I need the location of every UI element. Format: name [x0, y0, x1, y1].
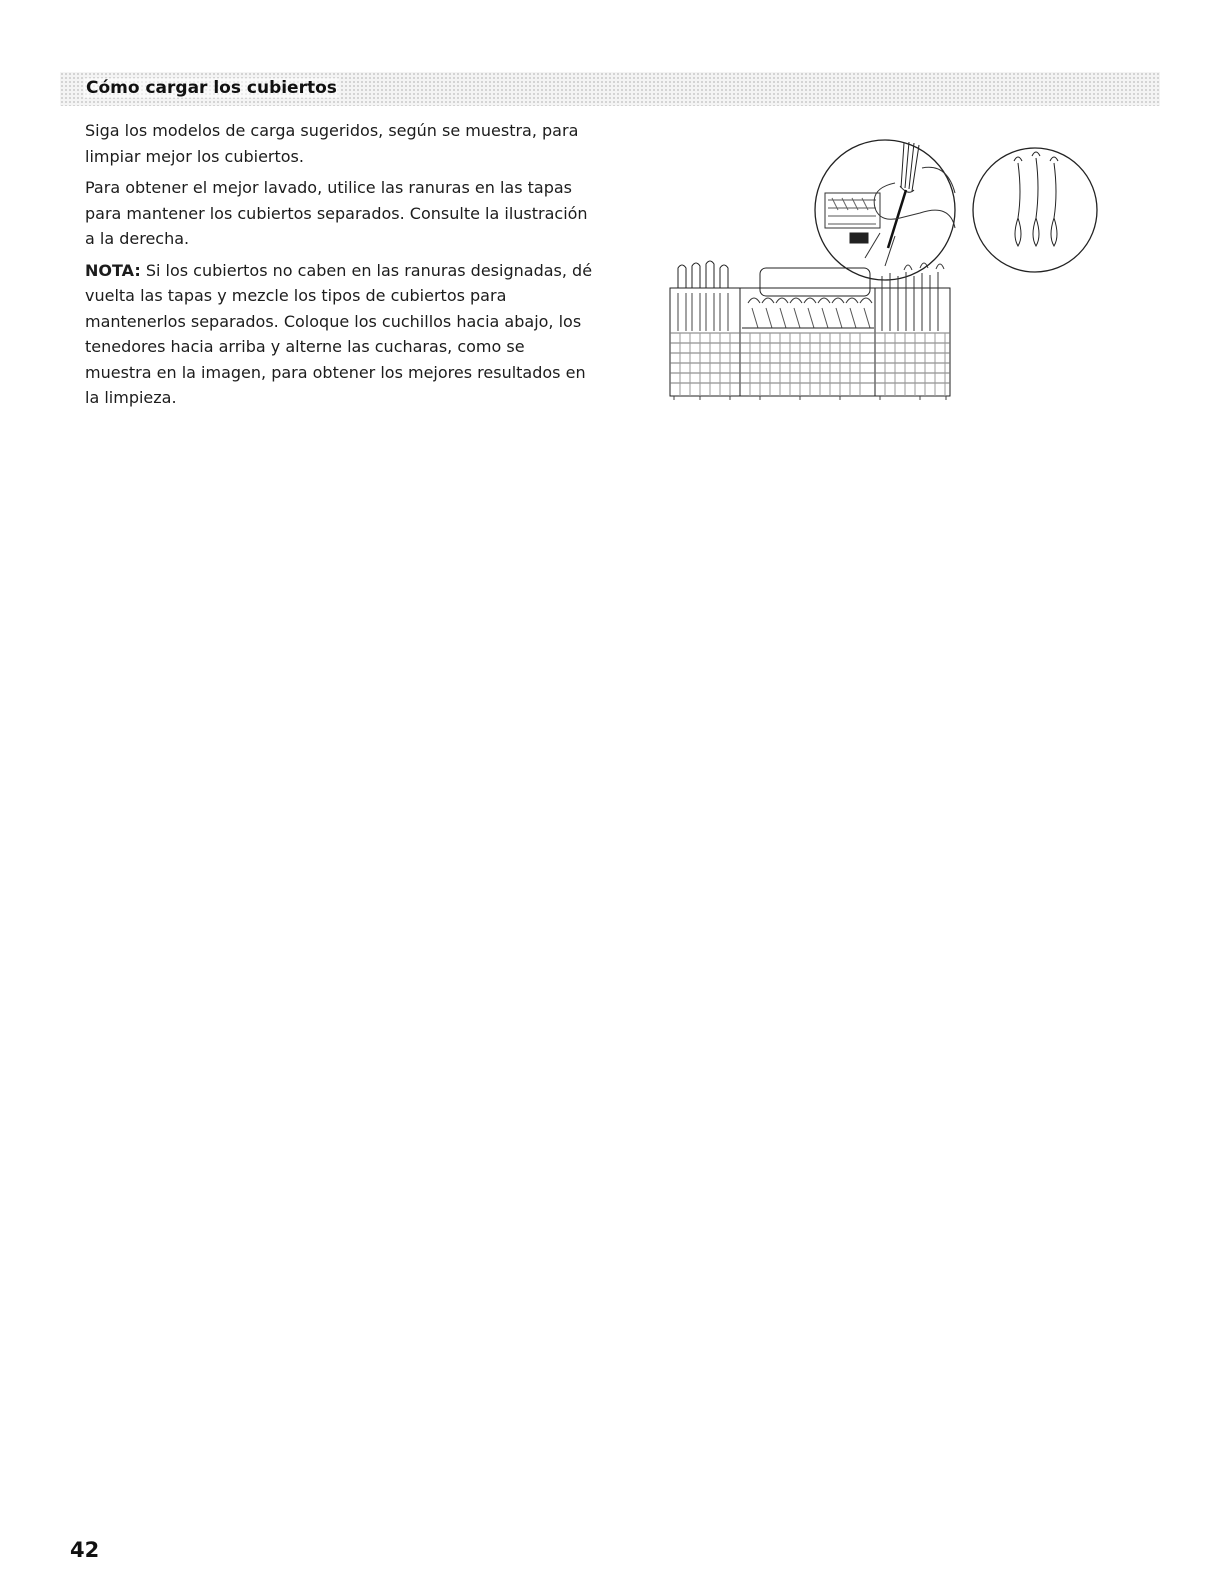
note-label: NOTA:: [85, 260, 141, 280]
paragraph-loading-patterns: Siga los modelos de carga sugeridos, según se muestra, para limpiar mejor los cubiertos.: [85, 121, 579, 166]
paragraph-slots: Para obtener el mejor lavado, utilice las ranuras en las tapas para mantener los cubiertos separados. Consulte la ilustración a la derecha.: [85, 178, 588, 248]
page-number: 42: [70, 1538, 100, 1562]
note-paragraph: [85, 258, 595, 411]
hand-fork-inset-icon: [815, 140, 955, 280]
silverware-basket-illustration: [660, 128, 1120, 403]
section-header: [60, 72, 1160, 106]
section-title: Cómo cargar los cubiertos: [86, 78, 337, 98]
spoons-inset-icon: [973, 148, 1097, 272]
note-text: Si los cubiertos no caben en las ranuras designadas, dé vuelta las tapas y mezcle los tipos de cubiertos para mantenerlos separados. Coloque los cuchillos hacia abajo, los tenedores hacia arriba y alterne las cucharas, como se muestra en la imagen, para obtener los mejores resultados en la limpieza.: [85, 260, 593, 407]
body-text: [85, 118, 595, 417]
silverware-basket-icon: [670, 261, 950, 400]
